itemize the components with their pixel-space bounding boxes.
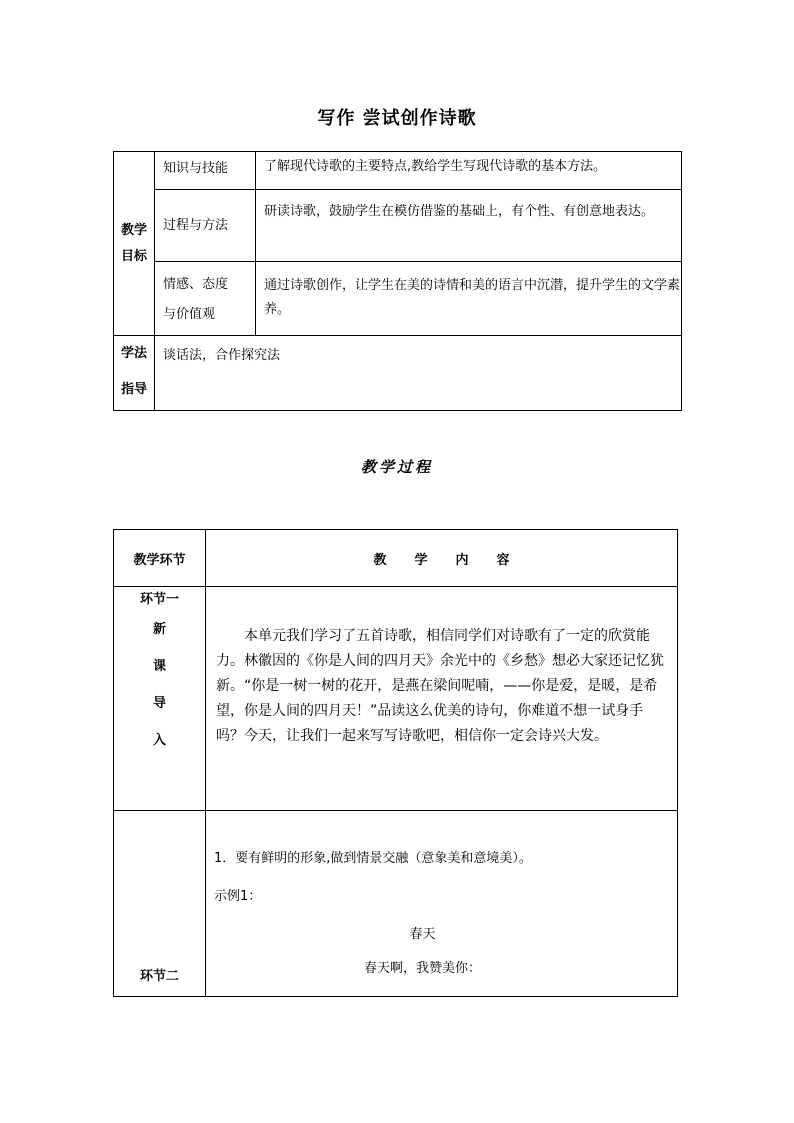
section-title: 教学过程 [360,458,433,476]
stage1-label: 环节一 新 课 导 入 [114,587,206,811]
stage2-example-label: 示例1： [214,889,262,904]
objective-name-process: 过程与方法 [155,190,256,262]
objectives-label: 教学 目标 [114,152,155,336]
stage2-content [206,811,678,997]
objective-content-process: 研读诗歌，鼓励学生在模仿借鉴的基础上，有个性、有创意地表达。 [256,190,682,262]
method-content: 谈话法，合作探究法 [155,336,682,411]
method-label: 学法 指导 [114,336,155,411]
stage2-label: 环节二 [114,811,206,997]
process-table [113,529,678,997]
poem-title: 春天 [409,927,436,942]
stage1-content: 本单元我们学习了五首诗歌，相信同学们对诗歌有了一定的欣赏能力。林徽因的《你是人间的四月天》余光中的《乡愁》想必大家还记忆犹新。“你是一树一树的花开，是燕在梁间呢喃，——你是爱，是暖，是希望，你是人间的四月天！”品读这么优美的诗句，你难道不想一试身手吗？今天，让我们一起来写写诗歌吧，相信你一定会诗兴大发。 [206,587,678,811]
process-header-stage: 教学环节 [114,530,206,587]
objective-name-knowledge: 知识与技能 [155,152,256,190]
objectives-table [113,151,682,411]
objective-content-emotion: 通过诗歌创作，让学生在美的诗情和美的语言中沉潜，提升学生的文学素养。 [256,262,682,336]
objective-content-knowledge: 了解现代诗歌的主要特点,教给学生写现代诗歌的基本方法。 [256,152,682,190]
page-title: 写作 尝试创作诗歌 [317,108,477,129]
objective-name-emotion: 情感、态度 与价值观 [155,262,256,336]
poem-line-1: 春天啊，我赞美你： [363,961,481,976]
process-header-content: 教 学 内 容 [206,530,678,587]
stage2-point1: 1．要有鲜明的形象,做到情景交融（意象美和意境美）。 [214,851,532,866]
